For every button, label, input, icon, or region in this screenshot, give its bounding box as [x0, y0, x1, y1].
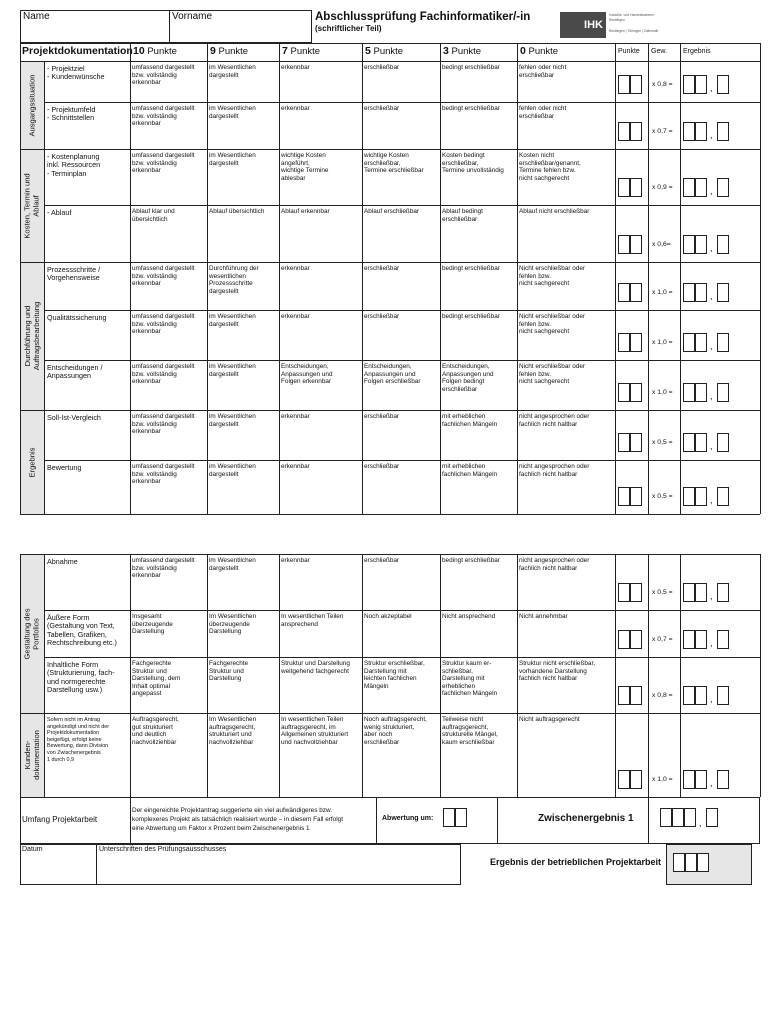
descriptor-cell: fehlen oder nicht erschließbar: [519, 64, 567, 79]
ergebnis-box-units[interactable]: [695, 630, 707, 649]
abwertung-label: Abwertung um:: [382, 815, 434, 822]
descriptor-cell: Im Wesentlichen überzeugende Darstellung: [209, 613, 257, 636]
group-gestaltung-portfolio: Gestaltung des Portfolios: [23, 607, 41, 660]
ergebnis-box-decimal[interactable]: [717, 235, 729, 254]
descriptor-cell: Im Wesentlichen auftragsgerecht, strukturiert und nachvollziehbar: [209, 716, 257, 746]
punkte-box-units[interactable]: [630, 235, 642, 254]
group-kundendokumentation: Kunden- dokumentation: [23, 730, 42, 780]
criterion-label: Bewertung: [47, 463, 82, 472]
ergebnis-header: Ergebnis: [683, 48, 711, 55]
ergebnis-box-units[interactable]: [695, 178, 707, 197]
ergebnis-digit-1[interactable]: [673, 853, 685, 872]
descriptor-cell: bedingt erschließbar: [442, 64, 500, 71]
criterion-label: - Ablauf: [47, 208, 72, 217]
ergebnis-box-tens[interactable]: [683, 333, 695, 352]
document-subtitle: (schriftlicher Teil): [315, 24, 382, 33]
descriptor-cell: umfassend dargestellt bzw. vollständig erkennbar: [132, 363, 195, 386]
decimal-comma: ,: [710, 495, 713, 505]
descriptor-cell: erkennbar: [281, 265, 310, 272]
ergebnis-digit-3[interactable]: [697, 853, 709, 872]
descriptor-cell: bedingt erschließbar: [442, 313, 500, 320]
descriptor-cell: Insgesamt überzeugende Darstellung: [132, 613, 173, 636]
ergebnis-box-units[interactable]: [695, 383, 707, 402]
weight-multiplier: x 0,8 =: [652, 692, 673, 699]
punkte-box-tens[interactable]: [618, 630, 630, 649]
score-3-header: 3 Punkte: [443, 45, 482, 57]
ergebnis-digit-2[interactable]: [685, 853, 697, 872]
descriptor-cell: Entscheidungen, Anpassungen und Folgen bedingt erschließbar: [442, 363, 494, 393]
zwischenergebnis-box-3[interactable]: [684, 808, 696, 827]
descriptor-cell: bedingt erschließbar: [442, 557, 500, 564]
weight-multiplier: x 0,7 =: [652, 128, 673, 135]
descriptor-cell: erkennbar: [281, 64, 310, 71]
ergebnis-box-units[interactable]: [695, 235, 707, 254]
ergebnis-box-tens[interactable]: [683, 383, 695, 402]
weight-multiplier: x 0,5 =: [652, 493, 673, 500]
descriptor-cell: Ablauf bedingt erschließbar: [442, 208, 483, 223]
group-durchfuehrung: Durchführung und Auftragsbearbeitung: [23, 301, 41, 371]
decimal-comma: ,: [710, 186, 713, 196]
descriptor-cell: wichtige Kosten angeführt, wichtige Termine ablesbar: [281, 152, 329, 182]
descriptor-cell: Struktur und Darstellung weitgehend fachgerecht: [281, 660, 350, 675]
descriptor-cell: umfassend dargestellt bzw. vollständig erkennbar: [132, 313, 195, 336]
ergebnis-box-decimal[interactable]: [717, 283, 729, 302]
punkte-box-tens[interactable]: [618, 383, 630, 402]
ergebnis-box-decimal[interactable]: [717, 333, 729, 352]
descriptor-cell: In wesentlichen Teilen ansprechend: [281, 613, 344, 628]
punkte-box-units[interactable]: [630, 583, 642, 602]
datum-label: Datum: [22, 846, 43, 853]
vorname-label: Vorname: [172, 11, 213, 22]
descriptor-cell: umfassend dargestellt bzw. vollständig erkennbar: [132, 64, 195, 87]
descriptor-cell: Nicht auftragsgerecht: [519, 716, 580, 723]
score-10-header: 10 Punkte: [133, 45, 177, 57]
descriptor-cell: umfassend dargestellt bzw. vollständig erkennbar: [132, 463, 195, 486]
punkte-box-units[interactable]: [630, 433, 642, 452]
ergebnis-box-units[interactable]: [695, 770, 707, 789]
decimal-comma: ,: [710, 243, 713, 253]
punkte-box-units[interactable]: [630, 686, 642, 705]
punkte-box-tens[interactable]: [618, 333, 630, 352]
descriptor-cell: im Wesentlichen dargestellt: [209, 557, 256, 572]
score-0-header: 0 Punkte: [520, 45, 559, 57]
descriptor-cell: Fachgerechte Struktur und Darstellung: [209, 660, 249, 683]
group-kosten-termin-ablauf: Kosten, Termin und Ablauf: [23, 172, 42, 239]
ergebnis-box-units[interactable]: [695, 487, 707, 506]
descriptor-cell: erkennbar: [281, 557, 310, 564]
descriptor-cell: im Wesentlichen dargestellt: [209, 152, 256, 167]
ergebnis-box-units[interactable]: [695, 75, 707, 94]
descriptor-cell: Durchführung der wesentlichen Prozessschritte dargestellt: [209, 265, 259, 295]
descriptor-cell: Ablauf klar und übersichtlich: [132, 208, 175, 223]
ergebnis-box-decimal[interactable]: [717, 75, 729, 94]
decimal-comma: ,: [710, 694, 713, 704]
punkte-box-tens[interactable]: [618, 770, 630, 789]
weight-multiplier: x 1,0 =: [652, 289, 673, 296]
ergebnis-box-decimal[interactable]: [717, 383, 729, 402]
table-title: Projektdokumentation: [22, 45, 133, 57]
descriptor-cell: umfassend dargestellt bzw. vollständig erkennbar: [132, 557, 195, 580]
punkte-box-tens[interactable]: [618, 235, 630, 254]
ergebnis-box-tens[interactable]: [683, 75, 695, 94]
descriptor-cell: erkennbar: [281, 413, 310, 420]
ergebnis-box-decimal[interactable]: [717, 630, 729, 649]
weight-multiplier: x 0,5 =: [652, 589, 673, 596]
descriptor-cell: umfassend dargestellt bzw. vollständig erkennbar: [132, 105, 195, 128]
punkte-box-tens[interactable]: [618, 686, 630, 705]
ergebnis-box-tens[interactable]: [683, 178, 695, 197]
ergebnis-box-tens[interactable]: [683, 283, 695, 302]
ihk-logo-text-1: Industrie- und Handelskammer: [609, 13, 655, 17]
ihk-logo-text-2: Reutlingen: [609, 18, 625, 22]
ergebnis-box-tens[interactable]: [683, 770, 695, 789]
criterion-label: - Kostenplanung inkl. Ressourcen - Terminplan: [47, 152, 101, 178]
ergebnis-box-units[interactable]: [695, 283, 707, 302]
ergebnis-box-decimal[interactable]: [717, 686, 729, 705]
punkte-box-units[interactable]: [630, 630, 642, 649]
punkte-box-units[interactable]: [630, 487, 642, 506]
punkte-header: Punkte: [618, 48, 640, 55]
ergebnis-box-tens[interactable]: [683, 630, 695, 649]
group-ausgangssituation: Ausgangssituation: [27, 73, 37, 137]
punkte-box-tens[interactable]: [618, 178, 630, 197]
descriptor-cell: Nicht erschließbar oder fehlen bzw. nicht sachgerecht: [519, 313, 586, 336]
criterion-label: - Projektziel - Kundenwünsche: [47, 64, 105, 82]
weight-multiplier: x 0,7 =: [652, 636, 673, 643]
zwischenergebnis-label: Zwischenergebnis 1: [538, 813, 634, 824]
descriptor-cell: bedingt erschließbar: [442, 265, 500, 272]
descriptor-cell: Struktur erschließbar, Darstellung mit leichten fachlichen Mängeln: [364, 660, 425, 690]
weight-multiplier: x 1,0 =: [652, 389, 673, 396]
ergebnis-box-units[interactable]: [695, 333, 707, 352]
ergebnis-box-decimal[interactable]: [717, 433, 729, 452]
ergebnis-box-units[interactable]: [695, 583, 707, 602]
descriptor-cell: mit erheblichen fachlichen Mängeln: [442, 413, 498, 428]
group-ergebnis: Ergebnis: [27, 447, 37, 477]
descriptor-cell: erkennbar: [281, 313, 310, 320]
descriptor-cell: im Wesentlichen dargestellt: [209, 313, 256, 328]
zwischenergebnis-box-2[interactable]: [672, 808, 684, 827]
decimal-comma: ,: [710, 391, 713, 401]
ergebnis-box-tens[interactable]: [683, 686, 695, 705]
ergebnis-box-decimal[interactable]: [717, 770, 729, 789]
descriptor-cell: Nicht ansprechend: [442, 613, 496, 620]
descriptor-cell: Teilweise nicht auftragsgerecht, strukturelle Mängel, kaum erschließbar: [442, 716, 498, 746]
descriptor-cell: umfassend dargestellt bzw. vollständig erkennbar: [132, 152, 195, 175]
descriptor-cell: Struktur nicht erschließbar, vorhandene Darstellung fachlich nicht haltbar: [519, 660, 596, 683]
punkte-box-tens[interactable]: [618, 433, 630, 452]
descriptor-cell: Struktur kaum er- schließbar, Darstellung mit erheblichen fachlichen Mängeln: [442, 660, 498, 698]
ihk-logo-text-3: Reutlingen | Tübingen | Zollernalb: [609, 29, 659, 33]
ergebnis-projektarbeit-label: Ergebnis der betrieblichen Projektarbeit: [490, 857, 662, 867]
descriptor-cell: im Wesentlichen dargestellt: [209, 64, 256, 79]
zwischenergebnis-box-1[interactable]: [660, 808, 672, 827]
descriptor-cell: Ablauf erschließbar: [364, 208, 420, 215]
punkte-box-tens[interactable]: [618, 75, 630, 94]
ergebnis-box-units[interactable]: [695, 433, 707, 452]
criterion-label: - Projektumfeld - Schnittstellen: [47, 105, 96, 123]
descriptor-cell: Nicht erschließbar oder fehlen bzw. nicht sachgerecht: [519, 265, 586, 288]
abwertung-box-2[interactable]: [455, 808, 467, 827]
name-label: Name: [23, 11, 50, 22]
descriptor-cell: erschließbar: [364, 64, 400, 71]
decimal-comma: ,: [710, 441, 713, 451]
descriptor-cell: Kosten nicht erschließbar/genannt, Termine fehlen bzw. nicht sachgerecht: [519, 152, 581, 182]
descriptor-cell: erschließbar: [364, 105, 400, 112]
punkte-box-tens[interactable]: [618, 487, 630, 506]
descriptor-cell: im Wesentlichen dargestellt: [209, 105, 256, 120]
descriptor-cell: Ablauf nicht erschließbar: [519, 208, 590, 215]
punkte-box-units[interactable]: [630, 383, 642, 402]
descriptor-cell: erschließbar: [364, 265, 400, 272]
weight-multiplier: x 0,8 =: [652, 81, 673, 88]
descriptor-cell: erschließbar: [364, 413, 400, 420]
umfang-text: Der eingereichte Projektantrag suggerierte ein viel aufwändigeres bzw. komplexeres Projekt als tatsächlich realisiert wurde – in diesem Fall erfolgt eine Abwertung um Faktor x Prozent beim Zwischenergebnis 1: [132, 807, 343, 832]
ergebnis-box-tens[interactable]: [683, 433, 695, 452]
descriptor-cell: wichtige Kosten erschließbar, Termine erschließbar: [364, 152, 424, 175]
ergebnis-box-tens[interactable]: [683, 235, 695, 254]
descriptor-cell: Entscheidungen, Anpassungen und Folgen erschließbar: [364, 363, 421, 386]
decimal-comma: ,: [710, 291, 713, 301]
descriptor-cell: erschließbar: [364, 463, 400, 470]
descriptor-cell: Kosten bedingt erschließbar, Termine unvollständig: [442, 152, 504, 175]
descriptor-cell: Entscheidungen, Anpassungen und Folgen erkennbar: [281, 363, 333, 386]
abwertung-box-1[interactable]: [443, 808, 455, 827]
criterion-label: Prozessschritte / Vorgehensweise: [47, 265, 101, 283]
punkte-box-tens[interactable]: [618, 583, 630, 602]
decimal-comma: ,: [710, 83, 713, 93]
score-5-header: 5 Punkte: [365, 45, 404, 57]
decimal-comma: ,: [710, 591, 713, 601]
ergebnis-box-decimal[interactable]: [717, 178, 729, 197]
decimal-comma: ,: [710, 341, 713, 351]
ihk-logo-mark: IHK: [560, 12, 606, 38]
decimal-comma: ,: [710, 638, 713, 648]
descriptor-cell: Nicht erschließbar oder fehlen bzw. nicht sachgerecht: [519, 363, 586, 386]
ergebnis-box-decimal[interactable]: [717, 122, 729, 141]
criterion-label: Sofern nicht im Antrag angekündigt und nicht der Projektdokumentation beigefügt, erfolgt keine Bewertung, dann Division von Zwischenergebnis 1 durch 0,9: [47, 717, 110, 763]
descriptor-cell: im Wesentlichen dargestellt: [209, 363, 256, 378]
descriptor-cell: nicht angesprochen oder fachlich nicht haltbar: [519, 413, 590, 428]
punkte-box-tens[interactable]: [618, 122, 630, 141]
ergebnis-box-tens[interactable]: [683, 122, 695, 141]
descriptor-cell: nicht angesprochen oder fachlich nicht haltbar: [519, 557, 590, 572]
ergebnis-box-units[interactable]: [695, 686, 707, 705]
punkte-box-units[interactable]: [630, 283, 642, 302]
descriptor-cell: Noch auftragsgerecht, wenig strukturiert, aber noch erschließbar: [364, 716, 427, 746]
descriptor-cell: Ablauf übersichtlich: [209, 208, 265, 215]
weight-multiplier: x 0,9 =: [652, 184, 673, 191]
descriptor-cell: fehlen oder nicht erschließbar: [519, 105, 567, 120]
descriptor-cell: erschließbar: [364, 313, 400, 320]
descriptor-cell: erschließbar: [364, 557, 400, 564]
punkte-box-tens[interactable]: [618, 283, 630, 302]
descriptor-cell: Noch akzeptabel: [364, 613, 412, 620]
criterion-label: Abnahme: [47, 557, 78, 566]
descriptor-cell: Nicht annehmbar: [519, 613, 568, 620]
descriptor-cell: mit erheblichen fachlichen Mängeln: [442, 463, 498, 478]
descriptor-cell: erkennbar: [281, 463, 310, 470]
ihk-logo: [560, 12, 660, 38]
gewicht-header: Gew.: [651, 48, 667, 55]
criterion-label: Entscheidungen / Anpassungen: [47, 363, 103, 381]
punkte-box-units[interactable]: [630, 75, 642, 94]
ergebnis-box-units[interactable]: [695, 122, 707, 141]
descriptor-cell: umfassend dargestellt bzw. vollständig erkennbar: [132, 413, 195, 436]
descriptor-cell: im Wesentlichen dargestellt: [209, 463, 256, 478]
score-7-header: 7 Punkte: [282, 45, 321, 57]
document-title: Abschlussprüfung Fachinformatiker/-in: [315, 11, 531, 23]
descriptor-cell: Auftragsgerecht, gut strukturiert und deutlich nachvollziehbar: [132, 716, 179, 746]
ergebnis-box-tens[interactable]: [683, 487, 695, 506]
ergebnis-box-decimal[interactable]: [717, 583, 729, 602]
decimal-comma: ,: [710, 130, 713, 140]
ergebnis-box-decimal[interactable]: [717, 487, 729, 506]
descriptor-cell: nicht angesprochen oder fachlich nicht haltbar: [519, 463, 590, 478]
weight-multiplier: x 0,5 =: [652, 439, 673, 446]
umfang-label: Umfang Projektarbeit: [22, 815, 98, 824]
descriptor-cell: In wesentlichen Teilen auftragsgerecht, im Allgemeinen strukturiert und nachvollziehbar: [281, 716, 349, 746]
descriptor-cell: bedingt erschließbar: [442, 105, 500, 112]
punkte-box-units[interactable]: [630, 770, 642, 789]
descriptor-cell: umfassend dargestellt bzw. vollständig erkennbar: [132, 265, 195, 288]
criterion-label: Inhaltliche Form (Strukturierung, fach- und normgerechte Darstellung usw.): [47, 660, 115, 695]
weight-multiplier: x 1,0 =: [652, 776, 673, 783]
descriptor-cell: erkennbar: [281, 105, 310, 112]
datum-row: [20, 844, 461, 885]
weight-multiplier: x 1,0 =: [652, 339, 673, 346]
criterion-label: Soll-Ist-Vergleich: [47, 413, 101, 422]
punkte-box-units[interactable]: [630, 178, 642, 197]
decimal-comma: ,: [710, 778, 713, 788]
descriptor-cell: im Wesentlichen dargestellt: [209, 413, 256, 428]
unterschriften-label: Unterschriften des Prüfungsausschusses: [99, 846, 227, 853]
criterion-label: Äußere Form (Gestaltung von Text, Tabellen, Grafiken, Rechtschreibung etc.): [47, 613, 117, 648]
punkte-box-units[interactable]: [630, 122, 642, 141]
descriptor-cell: Fachgerechte Struktur und Darstellung, dem Inhalt optimal angepasst: [132, 660, 181, 698]
ergebnis-box-tens[interactable]: [683, 583, 695, 602]
descriptor-cell: Ablauf erkennbar: [281, 208, 330, 215]
zwischenergebnis-box-4[interactable]: [706, 808, 718, 827]
punkte-box-units[interactable]: [630, 333, 642, 352]
weight-multiplier: x 0,6=: [652, 241, 671, 248]
score-9-header: 9 Punkte: [210, 45, 249, 57]
criterion-label: Qualitätssicherung: [47, 313, 107, 322]
